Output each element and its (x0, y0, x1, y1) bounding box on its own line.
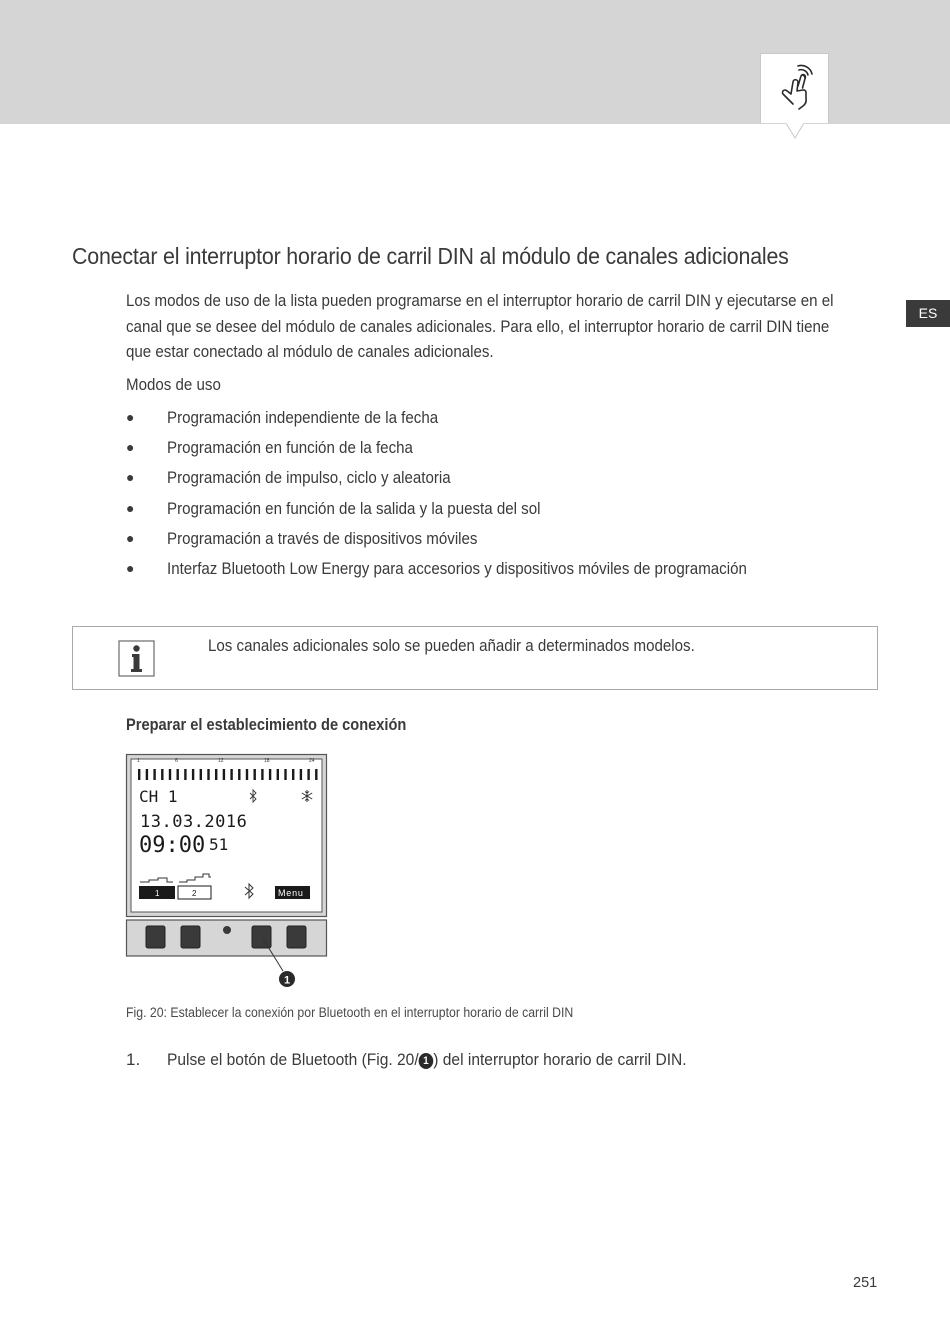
scale-label: 12 (218, 758, 224, 764)
device-button-1[interactable] (146, 926, 165, 948)
note-text: Los canales adicionales solo se pueden añadir a determinados modelos. (208, 637, 695, 655)
bluetooth-button[interactable] (252, 926, 271, 948)
scale-label: 24 (309, 758, 315, 764)
step-text: Pulse el botón de Bluetooth (Fig. 20/ 1 ) del interruptor horario de carril DIN. (167, 1050, 687, 1069)
bullet: ● (126, 499, 135, 516)
hand-touch-icon (771, 64, 819, 114)
din-timer-illustration (125, 753, 331, 995)
modes-heading: Modos de uso (126, 376, 221, 394)
page-number: 251 (853, 1275, 878, 1291)
intro-paragraph: Los modos de uso de la lista pueden programarse en el interruptor horario de carril DIN y ejecutarse en el canal que se desee del módulo de canales adicionales. Para ello, el interruptor horario de carril DIN tiene que estar conectado al módulo de canales adicionales. (126, 292, 834, 361)
bullet: ● (126, 559, 135, 576)
bullet: ● (126, 469, 135, 486)
touch-icon-box (760, 53, 829, 123)
scale-label: 1 (137, 758, 140, 764)
figure-caption: Fig. 20: Establecer la conexión por Bluetooth en el interruptor horario de carril DIN (126, 1005, 574, 1020)
time-display: 09:00 (139, 833, 206, 858)
bullet: ● (126, 529, 135, 546)
menu-label: Menu (278, 888, 304, 898)
bullet: ● (126, 439, 135, 456)
note-box (72, 626, 878, 690)
callout-number: 1 (283, 974, 291, 987)
device-button-2[interactable] (181, 926, 200, 948)
language-tab: ES (906, 300, 950, 327)
bullet: ● (126, 409, 135, 425)
date-display: 13.03.2016 (140, 812, 248, 832)
subsection-title: Preparar el establecimiento de conexión (126, 715, 407, 734)
step-number: 1. (126, 1050, 141, 1069)
section-title: Conectar el interruptor horario de carril DIN al módulo de canales adicionales (72, 243, 789, 269)
device-button-4[interactable] (287, 926, 306, 948)
callout-marker: 1 (419, 1053, 434, 1069)
channel-2-label: 2 (192, 889, 197, 898)
status-led (223, 926, 231, 934)
scale-label: 6 (175, 758, 178, 764)
scale-label: 18 (264, 758, 270, 764)
channel-label: CH 1 (139, 787, 178, 806)
info-icon (118, 640, 155, 677)
seconds-display: 51 (209, 835, 229, 854)
touch-box-pointer (786, 122, 804, 140)
channel-1-label: 1 (155, 889, 160, 898)
